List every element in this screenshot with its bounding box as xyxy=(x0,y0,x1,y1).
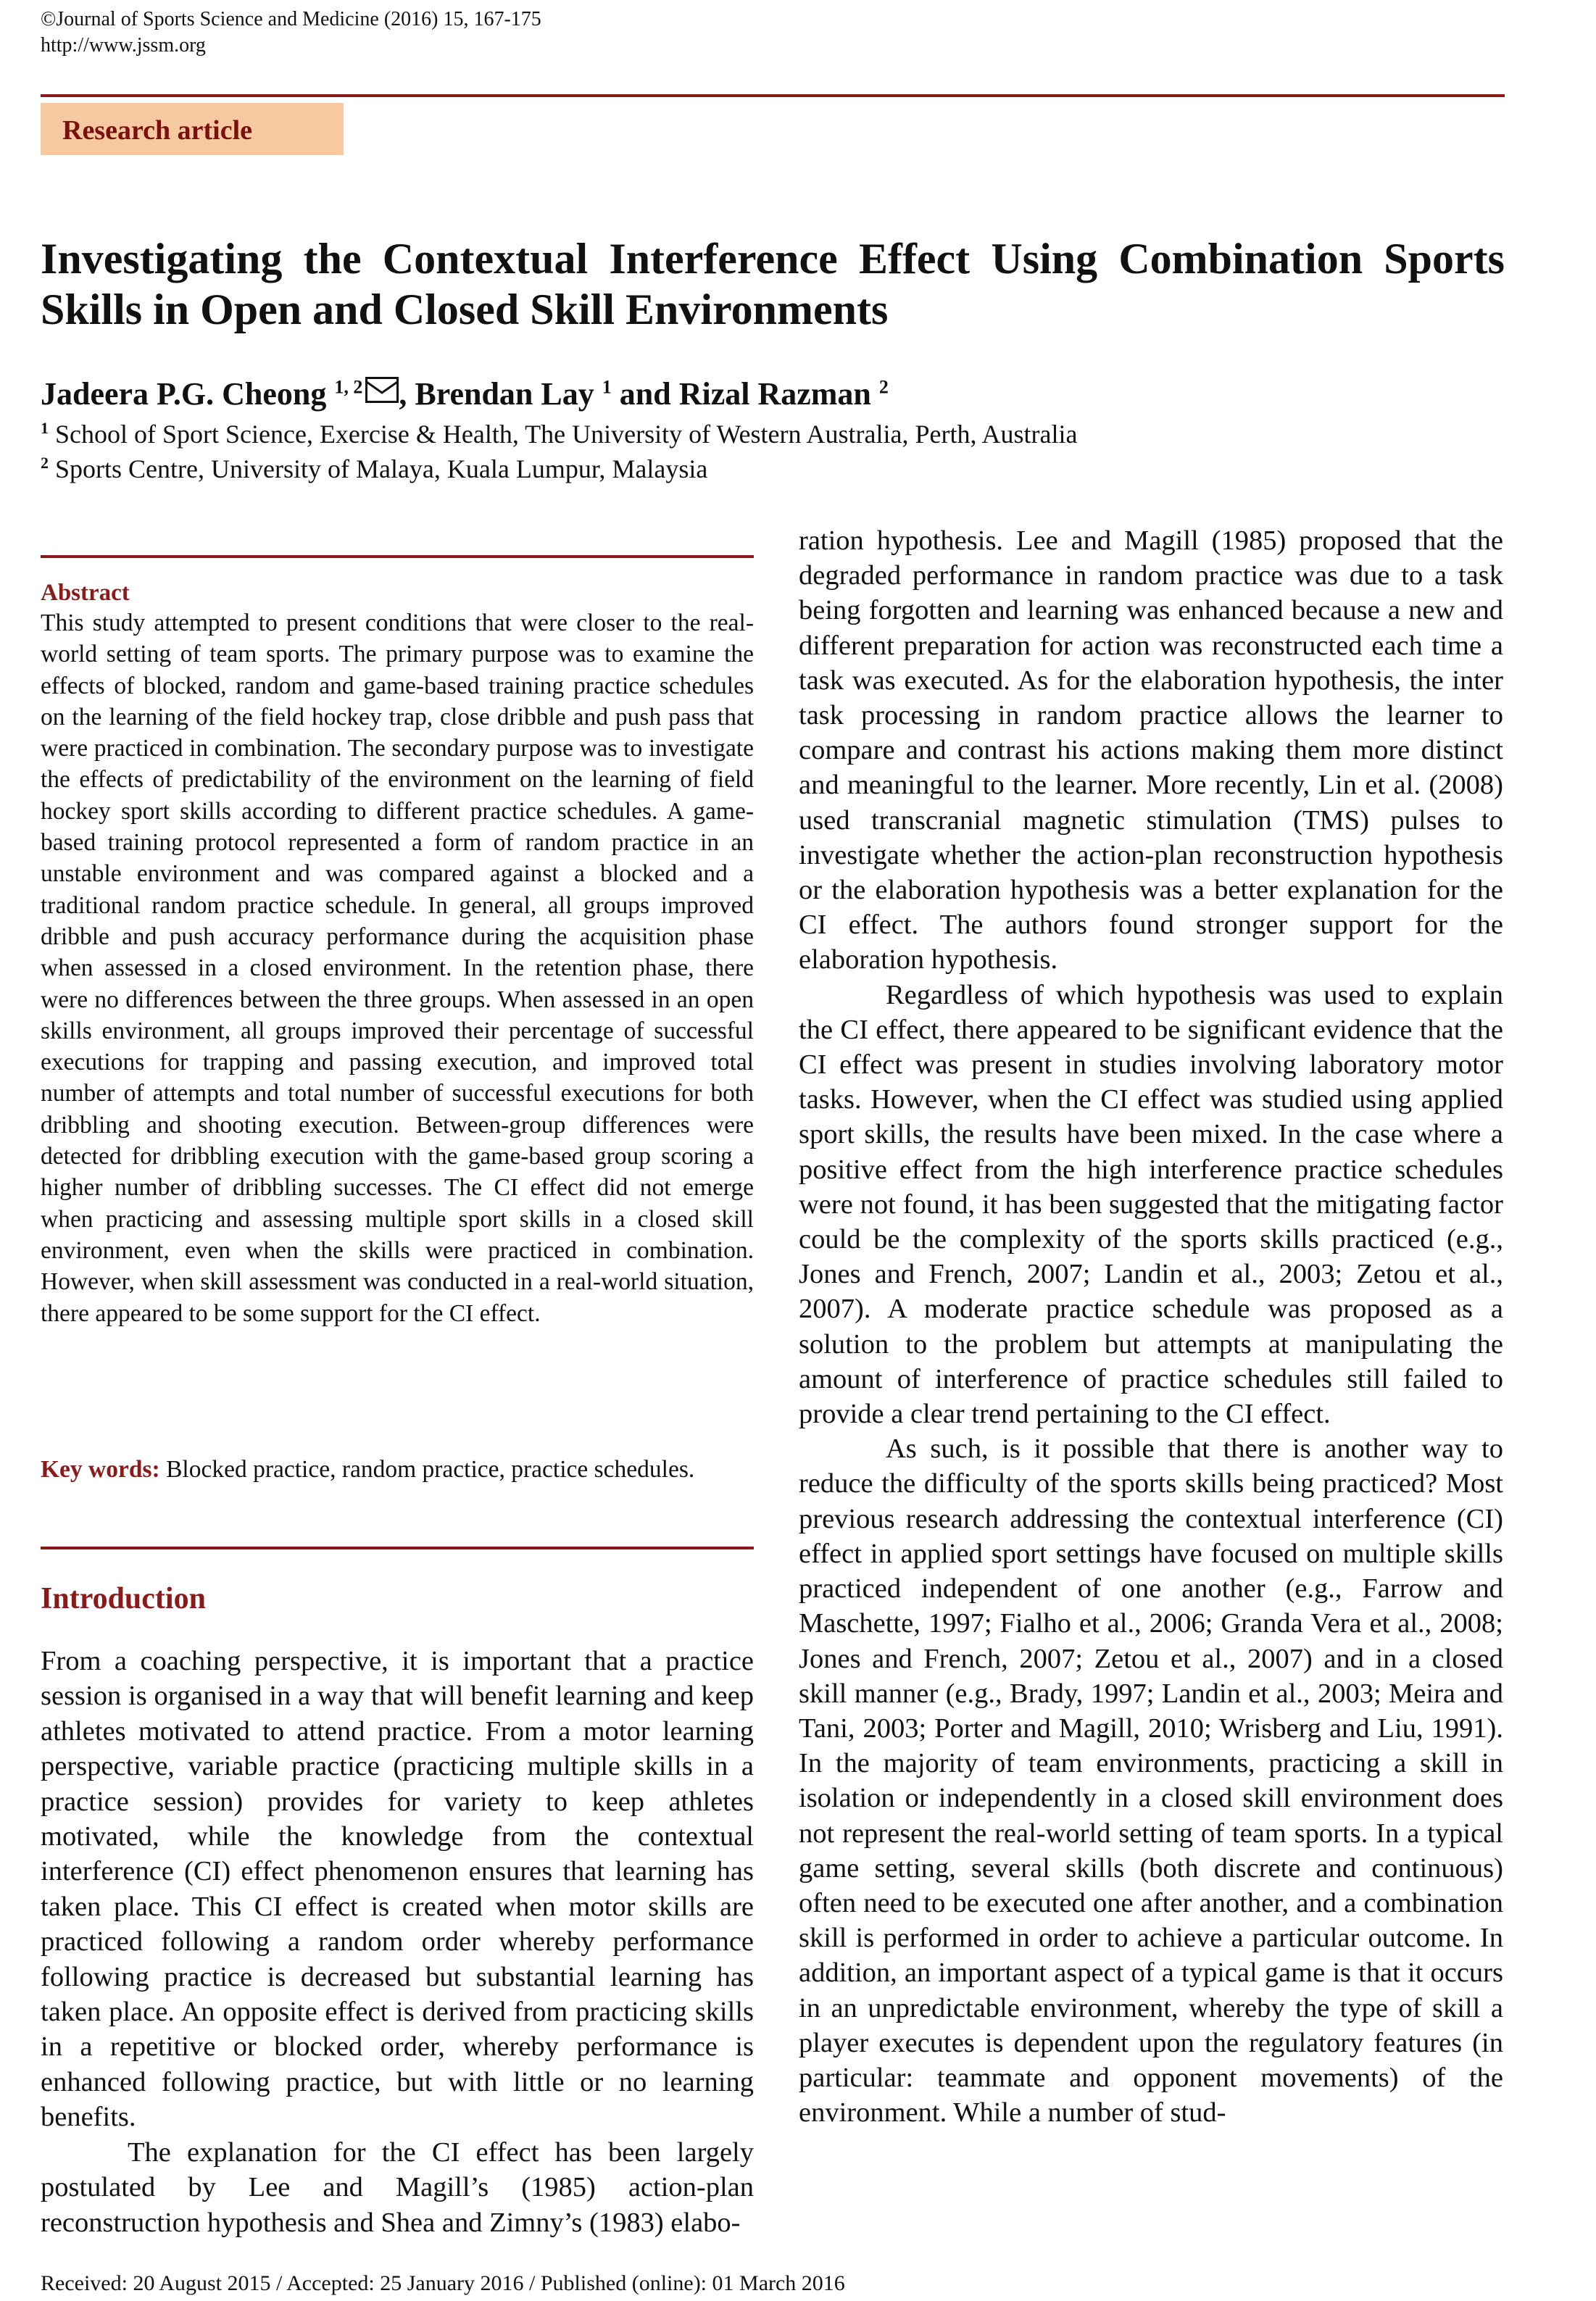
journal-url[interactable]: http://www.jssm.org xyxy=(41,34,206,57)
author-3: and Rizal Razman xyxy=(611,376,879,412)
affiliation-2-text: Sports Centre, University of Malaya, Kuala Lumpur, Malaysia xyxy=(49,454,708,483)
introduction-heading: Introduction xyxy=(41,1582,206,1615)
affiliation-2 xyxy=(41,454,707,484)
author-3-affil: 2 xyxy=(878,376,889,398)
affiliation-1 xyxy=(41,419,1077,449)
keywords-label: Key words: xyxy=(41,1456,160,1483)
right-paragraph-3: As such, is it possible that there is another way to reduce the difficulty of the sports skills being practiced? Most previous research addressing the contextual interference (CI) effect in applied sport settings have focused on multiple skills practiced independent of one another (e.g., Farrow and Maschette, 1997; Fialho et al., 2006; Granda Vera et al., 2008; Jones and French, 2007; Zetou et al., 2007) and in a closed skill manner (e.g., Brady, 1997; Landin et al., 2003; Meira and Tani, 2003; Porter and Magill, 2010; Wrisberg and Liu, 1991). In the majority of team environments, practicing a skill in isolation or independently in a closed skill environment does not represent the real-world setting of team sports. In a typical game setting, several skills (both discrete and continuous) often need to be executed one after another, and a combination skill is performed in order to achieve a particular outcome. In addition, an important aspect of a typical game is that it occurs in an unpredictable environment, whereby the type of skill a player executes is dependent upon the regulatory features (in particular: teammate and opponent movements) of the environment. While a number of stud- xyxy=(799,1434,1503,2129)
journal-citation: ©Journal of Sports Science and Medicine (2016) 15, 167-175 xyxy=(41,8,541,30)
abstract-heading: Abstract xyxy=(41,580,130,606)
abstract-bottom-rule xyxy=(41,1547,754,1549)
keywords xyxy=(41,1454,754,1485)
affiliation-1-text: School of Sport Science, Exercise & Health, The University of Western Australia, Perth, Australia xyxy=(49,420,1078,449)
abstract-top-rule xyxy=(41,555,754,558)
article-type-label: Research article xyxy=(62,115,253,146)
author-2-affil: 1 xyxy=(602,376,612,398)
right-column-body xyxy=(799,523,1503,2130)
keywords-text: Blocked practice, random practice, practice schedules. xyxy=(159,1456,695,1483)
article-type-badge xyxy=(41,103,344,155)
intro-paragraph-2: The explanation for the CI effect has been largely postulated by Lee and Magill’s (1985) action-plan reconstruction hypothesis and Shea and Zimny’s (1983) elabo- xyxy=(41,2136,754,2238)
paper-title: Investigating the Contextual Interference Effect Using Combination Sports Skills in Open and Closed Skill Environments xyxy=(41,235,1505,333)
right-paragraph-1: ration hypothesis. Lee and Magill (1985) proposed that the degraded performance in random practice was due to a task being forgotten and learning was enhanced because a new and different preparation for action was reconstructed each time a task was executed. As for the elaboration hypothesis, the inter task processing in random practice allows the learner to compare and contrast his actions making them more distinct and meaningful to the learner. More recently, Lin et al. (2008) used transcranial magnetic stimulation (TMS) pulses to investigate whether the action-plan reconstruction hypothesis or the elaboration hypothesis was a better explanation for the CI effect. The authors found stronger support for the elaboration hypothesis. xyxy=(799,525,1503,975)
author-list xyxy=(41,375,889,412)
header-rule xyxy=(41,94,1505,97)
author-1: Jadeera P.G. Cheong xyxy=(41,376,335,412)
author-2: , Brendan Lay xyxy=(399,376,602,412)
affiliation-2-number: 2 xyxy=(41,454,49,472)
mail-icon[interactable] xyxy=(365,377,399,403)
publication-dates: Received: 20 August 2015 / Accepted: 25 January 2016 / Published (online): 01 March 2016 xyxy=(41,2271,845,2295)
intro-paragraph-1: From a coaching perspective, it is important that a practice session is organised in a way that will benefit learning and keep athletes motivated to attend practice. From a motor learning perspective, variable practice (practicing multiple skills in a practice session) provides for variety to keep athletes motivated, while the knowledge from the contextual interference (CI) effect phenomenon ensures that learning has taken place. This CI effect is created when motor skills are practiced following a random order whereby performance following practice is decreased but substantial learning has taken place. An opposite effect is derived from practicing skills in a repetitive or blocked order, whereby performance is enhanced following practice, but with little or no learning benefits. xyxy=(41,1646,754,2133)
introduction-body xyxy=(41,1644,754,2240)
author-1-affil: 1, 2 xyxy=(334,376,363,398)
abstract-text: This study attempted to present conditions that were closer to the real-world setting of team sports. The primary purpose was to examine the effects of blocked, random and game-based training practice schedules on the learning of the field hockey trap, close dribble and push pass that were practiced in combination. The secondary purpose was to investigate the effects of predictability of the environment on the learning of field hockey sport skills according to different practice schedules. A game-based training protocol represented a form of random practice in an unstable environment and was compared against a blocked and a traditional random practice schedule. In general, all groups improved dribble and push accuracy performance during the acquisition phase when assessed in a closed environment. In the retention phase, there were no differences between the three groups. When assessed in an open skills environment, all groups improved their percentage of successful executions for trapping and passing execution, and improved total number of attempts and total number of successful executions for both dribbling and shooting execution. Between-group differences were detected for dribbling execution with the game-based group scoring a higher number of dribbling successes. The CI effect did not emerge when practicing and assessing multiple sport skills in a closed skill environment, even when the skills were practiced in combination. However, when skill assessment was conducted in a real-world situation, there appeared to be some support for the CI effect. xyxy=(41,609,754,1327)
right-paragraph-2: Regardless of which hypothesis was used to explain the CI effect, there appeared to be significant evidence that the CI effect was present in studies involving laboratory motor tasks. However, when the CI effect was studied using applied sport skills, the results have been mixed. In the case where a positive effect from the high interference practice schedules were not found, it has been suggested that the mitigating factor could be the complexity of the sports skills practiced (e.g., Jones and French, 2007; Landin et al., 2003; Zetou et al., 2007). A moderate practice schedule was proposed as a solution to the problem but attempts at manipulating the amount of interference of practice schedules still failed to provide a clear trend pertaining to the CI effect. xyxy=(799,979,1503,1430)
affiliation-1-number: 1 xyxy=(41,419,49,437)
